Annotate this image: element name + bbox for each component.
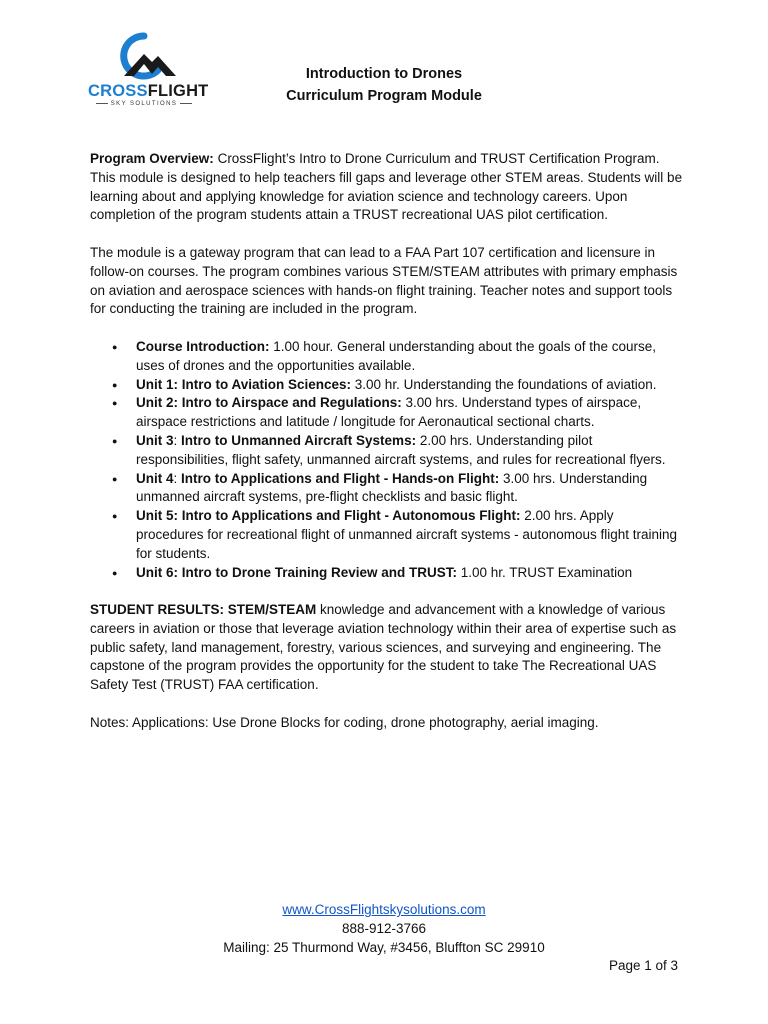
unit-text: 3.00 hrs. Understand types of airspace, airspace restrictions and latitude / longitude for Aeronautical sectional charts. xyxy=(136,395,642,430)
unit-text: 1.00 hr. TRUST Examination xyxy=(457,564,633,580)
logo-subtitle: SKY SOLUTIONS xyxy=(88,100,200,108)
unit-separator: : xyxy=(173,432,182,448)
unit-label: Unit 2: Intro to Airspace and Regulations: xyxy=(136,395,402,411)
unit-label-2: Intro to Applications and Flight - Hands-on Flight: xyxy=(181,470,500,486)
logo-wordmark xyxy=(88,82,209,100)
list-item-unit-5 xyxy=(90,507,684,563)
document-subtitle: Curriculum Program Module xyxy=(286,88,482,104)
unit-label: Unit 6: Intro to Drone Training Review and TRUST: xyxy=(136,564,458,580)
unit-text: 2.00 hrs. Understanding pilot responsibilities, flight safety, unmanned aircraft systems, and rules for recreational flyers. xyxy=(136,432,666,467)
list-item-unit-4 xyxy=(90,470,684,508)
unit-text: 3.00 hr. Understanding the foundations of aviation. xyxy=(351,376,657,392)
document-title: Introduction to Drones xyxy=(305,66,463,82)
unit-label: Unit 1: Intro to Aviation Sciences: xyxy=(136,376,352,392)
unit-text: 2.00 hrs. Apply procedures for recreational flight of unmanned aircraft systems - autonomous flight training for students. xyxy=(136,508,678,561)
student-results-paragraph xyxy=(90,601,684,695)
unit-text: 3.00 hrs. Understanding unmanned aircraft systems, pre-flight checklists and basic flight. xyxy=(136,470,648,505)
circle-mountain-logo-icon xyxy=(114,32,176,80)
company-logo xyxy=(88,32,209,110)
unit-text: 1.00 hour. General understanding about the goals of the course, uses of drones and the opportunities available. xyxy=(136,339,657,373)
unit-separator: : xyxy=(173,470,182,486)
list-item-unit-1 xyxy=(90,376,684,395)
footer-website xyxy=(0,901,768,920)
list-item-unit-3 xyxy=(90,432,684,470)
unit-label: Unit 5: Intro to Applications and Flight - Autonomous Flight: xyxy=(136,508,521,524)
unit-label: Unit 4 xyxy=(136,470,174,486)
notes-paragraph: Notes: Applications: Use Drone Blocks for coding, drone photography, aerial imaging. xyxy=(90,715,599,730)
logo-word-flight: FLIGHT xyxy=(147,82,209,100)
results-text: knowledge and advancement with a knowledge of various careers in aviation or those that leverage aviation technology within their area of expertise such as public safety, land management, forestry, various sciences, and surveying and engineering. The capstone of the program provides the opportunity for the student to take The Recreational UAS Safety Test (TRUST) FAA certification. xyxy=(90,602,677,693)
unit-label: Unit 3 xyxy=(136,432,174,448)
program-overview-paragraph xyxy=(90,150,684,225)
module-paragraph: The module is a gateway program that can lead to a FAA Part 107 certification and licensure in follow-on courses. The program combines various STEM/STEAM attributes with primary emphasis on aviation and aerospace sciences with hands-on flight training. Teacher notes and support tools for conducting the training are included in the program. xyxy=(90,245,678,317)
results-label: STUDENT RESULTS: STEM/STEAM xyxy=(90,602,317,617)
page-number: Page 1 of 3 xyxy=(608,958,678,973)
footer-phone: 888-912-3766 xyxy=(341,920,427,936)
overview-label: Program Overview: xyxy=(90,151,214,166)
unit-label-2: Intro to Unmanned Aircraft Systems: xyxy=(181,432,417,448)
list-item-unit-2 xyxy=(90,394,684,432)
website-link[interactable]: www.CrossFlightskysolutions.com xyxy=(282,902,486,917)
logo-word-cross: CROSS xyxy=(88,82,148,100)
overview-text: CrossFlight’s Intro to Drone Curriculum and TRUST Certification Program. This module is designed to help teachers fill gaps and leverage other STEM areas. Students will be learning about and applying knowledge for aviation science and technology careers. Upon completion of the program students attain a TRUST recreational UAS pilot certification. xyxy=(90,151,683,223)
list-item-course-intro xyxy=(90,338,684,376)
footer-mailing-address: Mailing: 25 Thurmond Way, #3456, Bluffton SC 29910 xyxy=(223,939,545,955)
units-list xyxy=(90,338,684,582)
list-item-unit-6 xyxy=(90,564,684,583)
unit-label: Course Introduction: xyxy=(136,339,270,354)
